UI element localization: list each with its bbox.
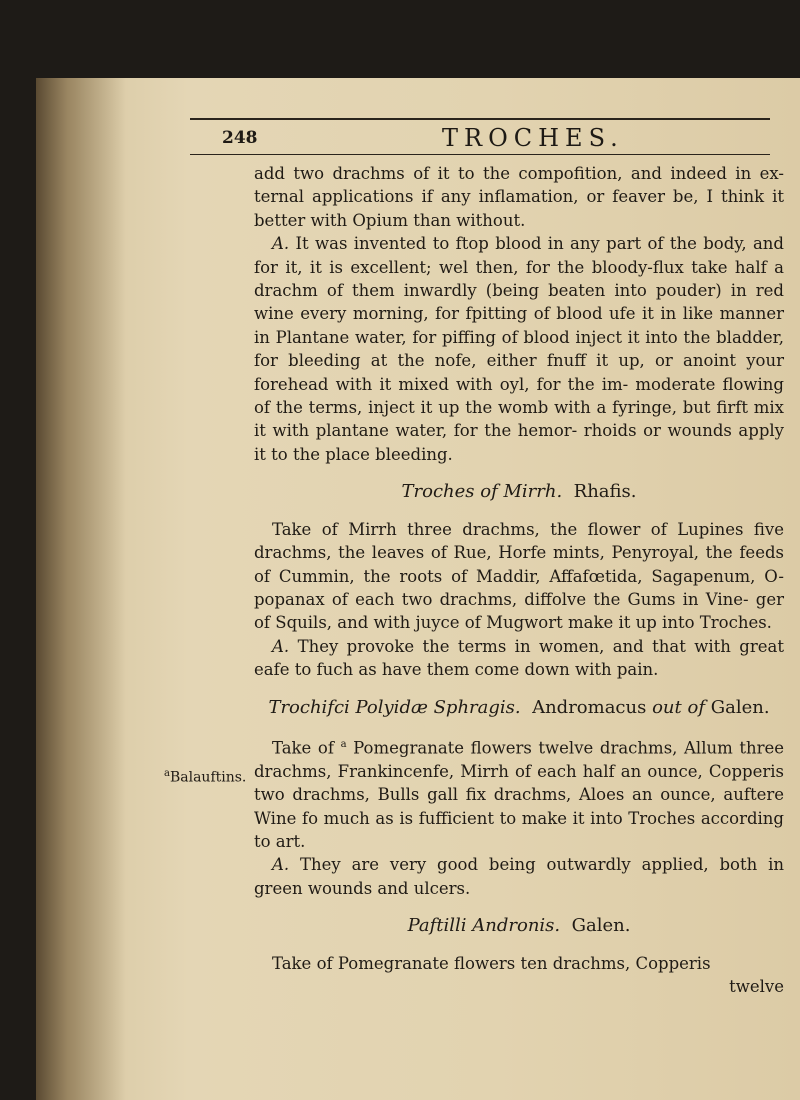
paragraph-continuation: add two drachms of it to the compofition, and indeed in ex- ternal applications if any inflamation, or feaver be, I think it better with Opium than without. — [254, 164, 784, 230]
recipe-andronis: Take of Pomegranate flowers ten drachms, Copperis — [272, 953, 711, 973]
header-rule-bottom — [190, 154, 770, 155]
header-rule-top — [190, 118, 770, 120]
section-author: Galen. — [710, 696, 770, 718]
margin-note-marker: a — [164, 768, 170, 779]
section-author: Galen. — [571, 915, 631, 937]
paragraph-uses-text: It was invented to ftop blood in any part of the body, and for it, it is excellent; wel then, for the bloody-flux take half a drachm of them inwardly (being beaten into pouder) in red wine every morning, for fpitting of blood ufe it in like manner in Plantane water, for piffing of blood inject it into the bladder, for bleeding at the nofe, either fnuff it up, or anoint your forehead with it mixed with oyl, for the im- moderate flowing of the terms, inject it up the womb with a fyringe, but firft mix it with plantane water, for the hemor- rhoids or wounds apply it to the place bleeding. — [254, 234, 784, 464]
section-title: Trochifci Polyidæ Sphragis. — [268, 696, 521, 718]
paragraph-uses — [254, 232, 784, 466]
section-heading-mirrh — [254, 480, 784, 503]
note-mirrh — [254, 635, 784, 682]
annotation-marker: A. — [272, 636, 290, 656]
recipe-text: Pomegranate flowers twelve drachms, Allum three drachms, Frankincenfe, Mirrh of each half an ounce, Copperis two drachms, Bulls gall fix drachms, Aloes an ounce, auftere Wine fo much as is fufficient to make it into Troches according to art. — [254, 738, 785, 852]
section-heading-polyidae — [254, 696, 784, 719]
section-title: Paftilli Andronis. — [407, 915, 561, 937]
section-author: Rhafis. — [573, 481, 637, 503]
note-text: They are very good being outwardly applied, both in green wounds and ulcers. — [254, 855, 784, 898]
note-polyidae — [254, 853, 784, 900]
body-text — [254, 162, 784, 999]
recipe-mirrh: Take of Mirrh three drachms, the flower of Lupines five drachms, the leaves of Rue, Horfe mints, Penyroyal, the feeds of Cummin, the roots of Maddir, Affafœtida, Sagapenum, O- popanax of each two drachms, diffolve the Gums in Vine- ger of Squils, and with juyce of Mugwort make it up into Troches. — [254, 519, 784, 633]
footnote-marker: a — [340, 738, 347, 750]
section-heading-andronis — [254, 914, 784, 937]
page-number: 248 — [222, 128, 258, 148]
catchword: twelve — [729, 977, 784, 997]
page-header — [212, 124, 770, 154]
section-title: Troches of Mirrh. — [401, 481, 563, 503]
section-author: Andromacus — [532, 696, 647, 718]
section-author-joiner: out of — [652, 696, 705, 718]
running-title: TROCHES. — [442, 124, 624, 152]
note-text: They provoke the terms in women, and that with great eafe to fuch as have them come down with pain. — [254, 636, 784, 680]
margin-note-text: Balauftins. — [169, 769, 247, 786]
annotation-marker: A. — [272, 234, 290, 254]
annotation-marker: A. — [272, 855, 290, 875]
margin-note — [164, 768, 246, 786]
recipe-polyidae — [254, 733, 784, 854]
recipe-start: Take of — [272, 738, 341, 758]
